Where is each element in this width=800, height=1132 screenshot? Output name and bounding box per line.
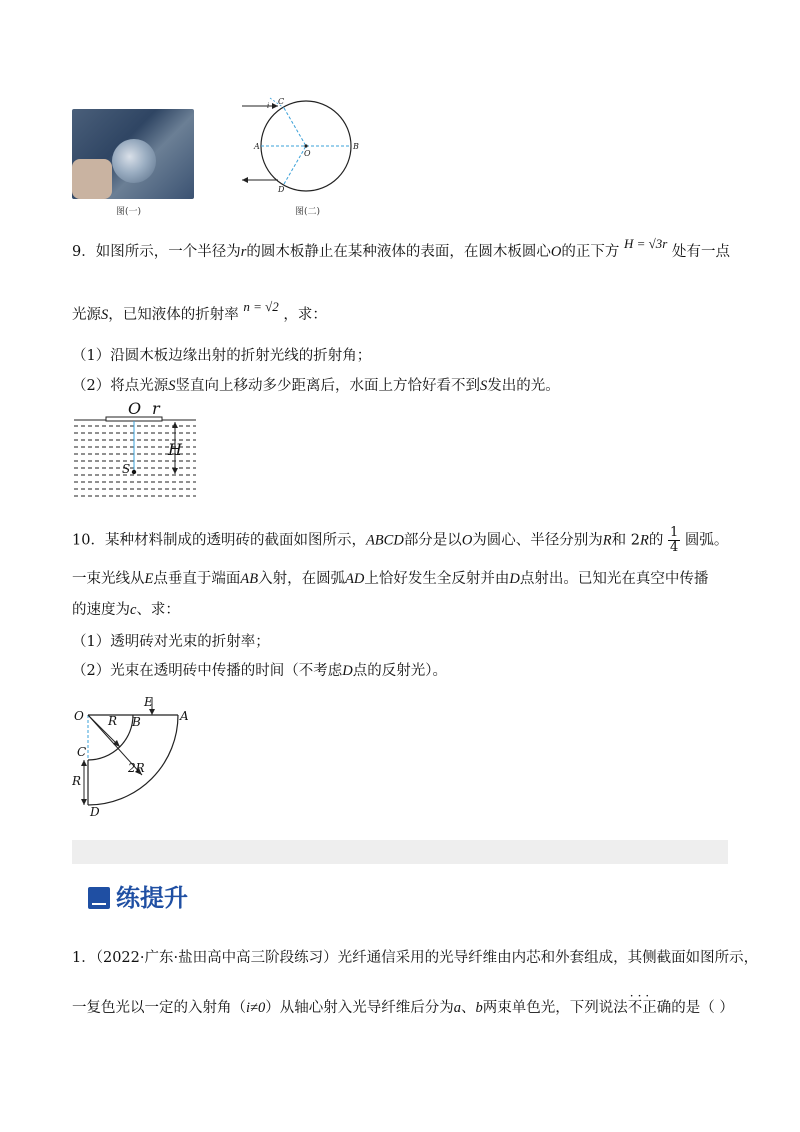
q10-figure xyxy=(72,690,202,820)
light-source-dot xyxy=(132,470,136,474)
label-d: D xyxy=(90,805,100,819)
q9-line-1: 9．如图所示，一个半径为r的圆木板静止在某种液体的表面，在圆木板圆心O的正下方 H = √3r 处有一点 xyxy=(72,236,730,260)
figure-2-caption: 图(二) xyxy=(295,207,321,217)
q10-line-2: 一束光线从E点垂直于端面AB入射，在圆弧AD上恰好发生全反射并由D点射出。已知光在真空中传播 xyxy=(72,571,709,587)
p1-line-1: 1．（2022·广东·盐田高中高三阶段练习）光纤通信采用的光导纤维由内芯和外套组成，其侧截面如图所示， xyxy=(72,950,759,966)
hand-shape xyxy=(72,159,112,199)
q9-sub-1: （1）沿圆木板边缘出射的折射光线的折射角； xyxy=(72,348,372,364)
label-o: O xyxy=(74,709,84,723)
h-arrow-top xyxy=(172,422,178,428)
formula-n: n = √2 xyxy=(243,299,279,314)
q10-sub-2: （2）光束在透明砖中传播的时间（不考虑D点的反射光）。 xyxy=(72,663,447,679)
label-d: D xyxy=(278,185,285,194)
label-b: B xyxy=(353,142,359,151)
section-title: 练提升 xyxy=(88,878,188,913)
radius-d-dashed xyxy=(284,146,306,184)
label-e: E xyxy=(144,695,153,709)
label-b: B xyxy=(132,715,141,729)
label-r-side: R xyxy=(72,774,82,788)
section-divider-band xyxy=(72,840,728,864)
label-2r: 2R xyxy=(128,761,145,775)
crystal-ball-photo xyxy=(72,109,194,199)
q9-line-2: 光源S，已知液体的折射率 n = √2 ，求： xyxy=(72,299,327,323)
q10-line-3: 的速度为c、求： xyxy=(72,602,180,618)
emphasis-text: ··· 不正确 xyxy=(627,989,672,1016)
q9-sub-2: （2）将点光源S竖直向上移动多少距离后，水面上方恰好看不到S发出的光。 xyxy=(72,378,560,394)
p1-line-2: 一复色光以一定的入射角（i≠0）从轴心射入光导纤维后分为a、b两束单色光，下列说法 ··· 不正确的是（ ） xyxy=(72,989,734,1016)
r-dim-arrow-bottom xyxy=(81,799,87,805)
q10-line-1: 10．某种材料制成的透明砖的截面如图所示，ABCD部分是以O为圆心、半径分别为R和 2R的 $\frac{1}{4}$ 圆弧。 xyxy=(72,525,729,555)
formula-h: H = √3r xyxy=(623,236,668,251)
label-o: O xyxy=(304,149,311,158)
label-a: A xyxy=(180,709,189,723)
figure-1-caption: 图(一) xyxy=(116,207,142,217)
incident-arrow-e xyxy=(149,709,155,715)
radius-c-dashed xyxy=(284,108,306,146)
label-c: C xyxy=(278,97,285,106)
q10-sub-1: （1）透明砖对光束的折射率； xyxy=(72,634,270,650)
book-icon xyxy=(88,887,110,909)
q9-figure xyxy=(72,400,198,500)
label-i: i xyxy=(267,102,270,110)
fraction-quarter: $\frac{1}{4}$ xyxy=(669,525,679,555)
figure-2-diagram xyxy=(236,96,366,196)
label-r: r xyxy=(152,400,160,418)
center-dot xyxy=(304,144,307,147)
liquid-dashes xyxy=(74,426,196,496)
h-arrow-bottom xyxy=(172,468,178,474)
label-a: A xyxy=(254,142,260,151)
emergent-arrow xyxy=(242,177,248,183)
label-s: S xyxy=(122,462,131,476)
crystal-ball-shape xyxy=(112,139,156,183)
label-c: C xyxy=(77,745,87,759)
label-o: O xyxy=(128,400,142,418)
label-r: R xyxy=(108,714,118,728)
label-h: H xyxy=(168,440,182,459)
r-dim-arrow-top xyxy=(81,760,87,766)
